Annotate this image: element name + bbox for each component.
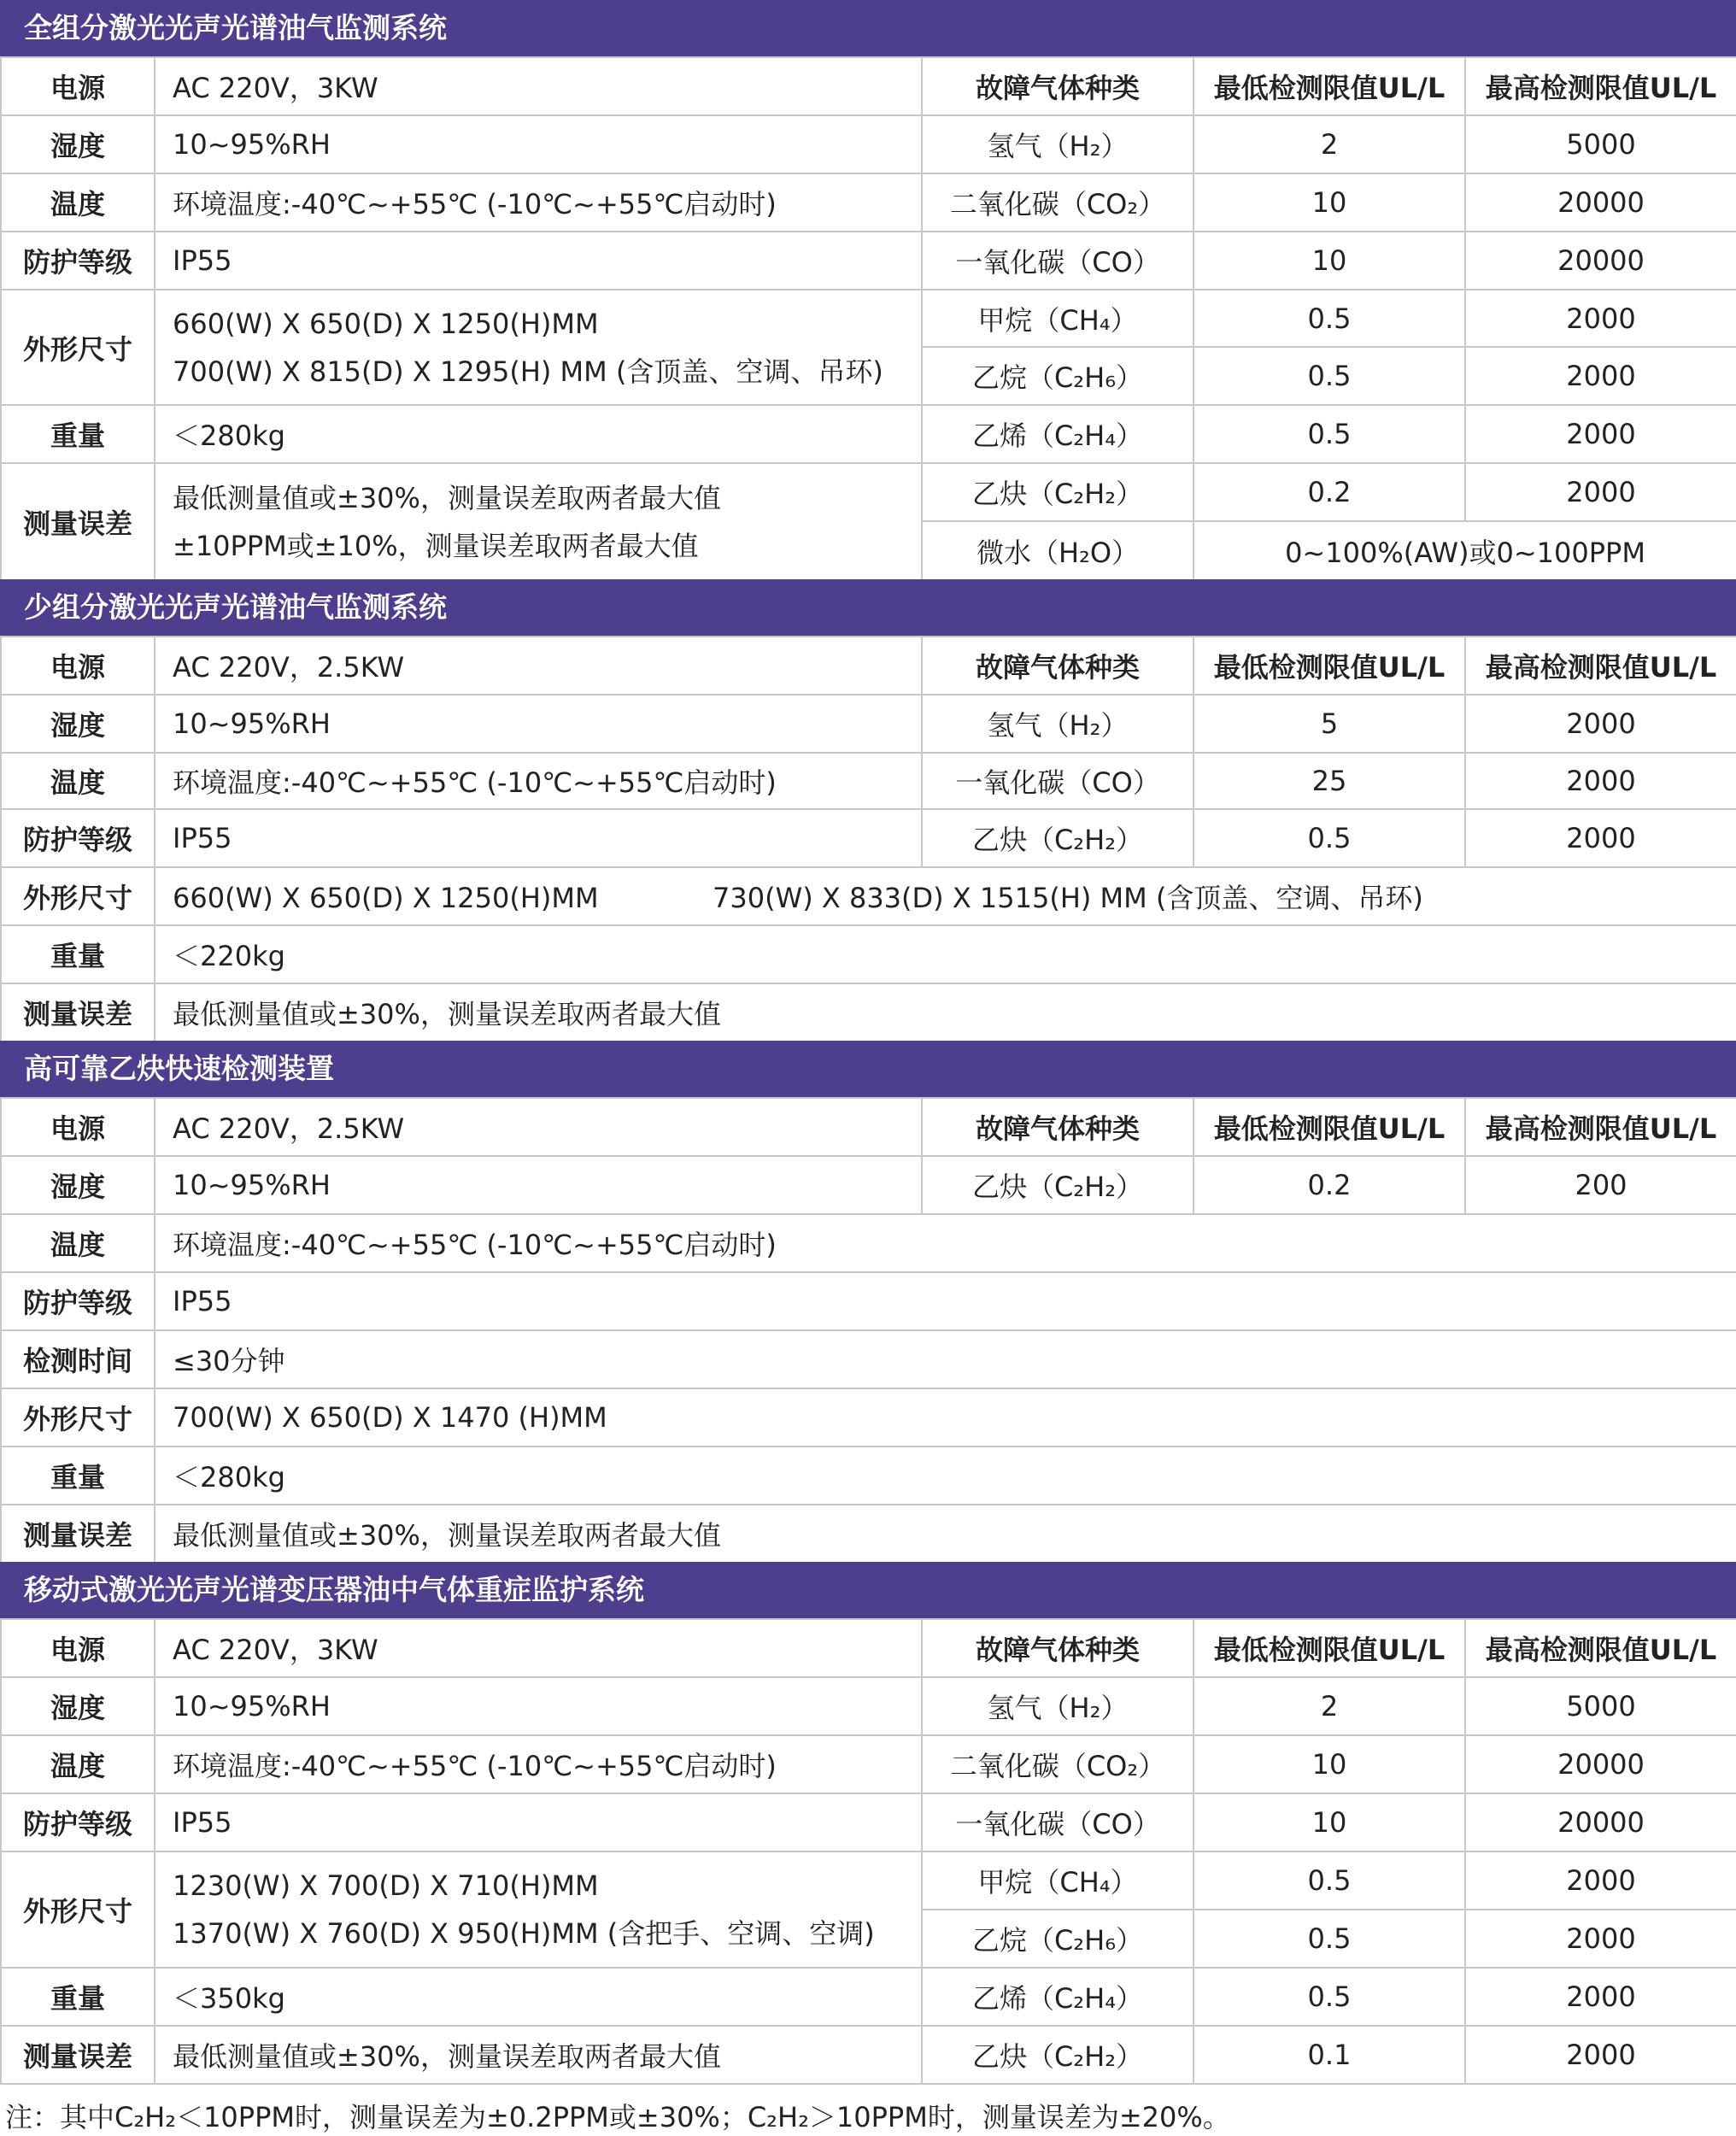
label-error: 测量误差 <box>1 983 155 1042</box>
water-range: 0~100%(AW)或0~100PPM <box>1194 521 1736 580</box>
gas-max: 5000 <box>1465 115 1736 173</box>
gas-min: 2 <box>1194 115 1465 173</box>
value-protection: IP55 <box>155 809 922 867</box>
value-temperature: 环境温度:-40℃~+55℃ (-10℃~+55℃启动时) <box>155 1214 1736 1272</box>
gas-name: 氢气（H₂） <box>922 695 1194 753</box>
gas-max: 2000 <box>1465 290 1736 347</box>
value-protection: IP55 <box>155 1272 1736 1330</box>
value-protection: IP55 <box>155 1793 922 1851</box>
label-temperature: 温度 <box>1 1735 155 1793</box>
value-dimensions <box>155 867 1736 925</box>
gas-name: 乙烷（C₂H₆） <box>922 1910 1194 1968</box>
gas-header-max: 最高检测限值UL/L <box>1465 1098 1736 1156</box>
label-protection: 防护等级 <box>1 1793 155 1851</box>
label-humidity: 湿度 <box>1 1677 155 1735</box>
value-dimensions <box>155 1851 922 1968</box>
gas-name: 乙炔（C₂H₂） <box>922 809 1194 867</box>
gas-header-type: 故障气体种类 <box>922 1098 1194 1156</box>
gas-max: 2000 <box>1465 1851 1736 1910</box>
value-weight: ＜280kg <box>155 405 922 463</box>
gas-header-type: 故障气体种类 <box>922 637 1194 695</box>
value-error <box>155 463 922 580</box>
gas-max: 20000 <box>1465 1793 1736 1851</box>
gas-max: 5000 <box>1465 1677 1736 1735</box>
label-temperature: 温度 <box>1 173 155 232</box>
gas-max: 20000 <box>1465 232 1736 290</box>
gas-min: 0.5 <box>1194 405 1465 463</box>
section-3-title: 高可靠乙炔快速检测装置 <box>0 1041 1736 1097</box>
value-dimensions: 700(W) X 650(D) X 1470 (H)MM <box>155 1388 1736 1446</box>
value-power: AC 220V，3KW <box>155 57 922 115</box>
label-humidity: 湿度 <box>1 1156 155 1214</box>
value-humidity: 10~95%RH <box>155 115 922 173</box>
label-power: 电源 <box>1 637 155 695</box>
gas-min: 5 <box>1194 695 1465 753</box>
gas-min: 0.5 <box>1194 1910 1465 1968</box>
gas-min: 0.2 <box>1194 463 1465 521</box>
label-protection: 防护等级 <box>1 809 155 867</box>
gas-max: 2000 <box>1465 1910 1736 1968</box>
value-humidity: 10~95%RH <box>155 1677 922 1735</box>
section-4-table <box>0 1618 1736 2085</box>
value-temperature: 环境温度:-40℃~+55℃ (-10℃~+55℃启动时) <box>155 753 922 809</box>
value-protection: IP55 <box>155 232 922 290</box>
section-1-title: 全组分激光光声光谱油气监测系统 <box>0 0 1736 56</box>
gas-name: 二氧化碳（CO₂） <box>922 1735 1194 1793</box>
gas-min: 10 <box>1194 173 1465 232</box>
label-dimensions: 外形尺寸 <box>1 867 155 925</box>
section-4-title: 移动式激光光声光谱变压器油中气体重症监护系统 <box>0 1562 1736 1618</box>
value-temperature: 环境温度:-40℃~+55℃ (-10℃~+55℃启动时) <box>155 1735 922 1793</box>
label-power: 电源 <box>1 1619 155 1677</box>
gas-header-type: 故障气体种类 <box>922 57 1194 115</box>
gas-name: 乙烷（C₂H₆） <box>922 347 1194 405</box>
label-weight: 重量 <box>1 1968 155 2026</box>
dimensions-line-2: 730(W) X 833(D) X 1515(H) MM (含顶盖、空调、吊环) <box>713 882 1423 914</box>
gas-name: 乙烯（C₂H₄） <box>922 1968 1194 2026</box>
gas-name: 甲烷（CH₄） <box>922 1851 1194 1910</box>
water-name: 微水（H₂O） <box>922 521 1194 580</box>
value-weight: ＜280kg <box>155 1446 1736 1505</box>
value-temperature: 环境温度:-40℃~+55℃ (-10℃~+55℃启动时) <box>155 173 922 232</box>
gas-min: 2 <box>1194 1677 1465 1735</box>
dimensions-line-1: 1230(W) X 700(D) X 710(H)MM <box>173 1869 599 1902</box>
value-error: 最低测量值或±30%，测量误差取两者最大值 <box>155 1505 1736 1563</box>
label-temperature: 温度 <box>1 1214 155 1272</box>
gas-name: 乙炔（C₂H₂） <box>922 1156 1194 1214</box>
gas-header-min: 最低检测限值UL/L <box>1194 1619 1465 1677</box>
gas-max: 2000 <box>1465 809 1736 867</box>
label-dimensions: 外形尺寸 <box>1 290 155 405</box>
value-weight: ＜350kg <box>155 1968 922 2026</box>
section-3-table <box>0 1097 1736 1564</box>
label-detect-time: 检测时间 <box>1 1330 155 1388</box>
label-error: 测量误差 <box>1 1505 155 1563</box>
gas-name: 乙炔（C₂H₂） <box>922 463 1194 521</box>
value-power: AC 220V，3KW <box>155 1619 922 1677</box>
value-error: 最低测量值或±30%，测量误差取两者最大值 <box>155 2026 922 2084</box>
gas-min: 25 <box>1194 753 1465 809</box>
value-detect-time: ≤30分钟 <box>155 1330 1736 1388</box>
label-temperature: 温度 <box>1 753 155 809</box>
gas-name: 一氧化碳（CO） <box>922 753 1194 809</box>
label-error: 测量误差 <box>1 463 155 580</box>
gas-max: 200 <box>1465 1156 1736 1214</box>
gas-max: 2000 <box>1465 405 1736 463</box>
label-dimensions: 外形尺寸 <box>1 1851 155 1968</box>
gas-min: 10 <box>1194 1793 1465 1851</box>
gas-header-min: 最低检测限值UL/L <box>1194 57 1465 115</box>
footnote: 注：其中C₂H₂＜10PPM时，测量误差为±0.2PPM或±30%；C₂H₂＞10PPM时，测量误差为±20%。 <box>5 2101 1230 2133</box>
label-power: 电源 <box>1 57 155 115</box>
value-weight: ＜220kg <box>155 925 1736 983</box>
gas-min: 10 <box>1194 232 1465 290</box>
gas-min: 0.5 <box>1194 347 1465 405</box>
dimensions-line-2: 1370(W) X 760(D) X 950(H)MM (含把手、空调、空调) <box>173 1917 875 1950</box>
value-humidity: 10~95%RH <box>155 695 922 753</box>
label-weight: 重量 <box>1 925 155 983</box>
value-dimensions <box>155 290 922 405</box>
gas-max: 20000 <box>1465 1735 1736 1793</box>
gas-name: 二氧化碳（CO₂） <box>922 173 1194 232</box>
gas-min: 0.5 <box>1194 1851 1465 1910</box>
section-2-table <box>0 636 1736 1042</box>
gas-header-type: 故障气体种类 <box>922 1619 1194 1677</box>
gas-name: 一氧化碳（CO） <box>922 232 1194 290</box>
value-error: 最低测量值或±30%，测量误差取两者最大值 <box>155 983 1736 1042</box>
gas-min: 0.2 <box>1194 1156 1465 1214</box>
section-1-table <box>0 56 1736 581</box>
gas-max: 2000 <box>1465 1968 1736 2026</box>
gas-min: 0.5 <box>1194 290 1465 347</box>
dimensions-line-2: 700(W) X 815(D) X 1295(H) MM (含顶盖、空调、吊环) <box>173 355 883 388</box>
gas-max: 2000 <box>1465 463 1736 521</box>
gas-header-max: 最高检测限值UL/L <box>1465 1619 1736 1677</box>
gas-min: 0.5 <box>1194 1968 1465 2026</box>
dimensions-line-1: 660(W) X 650(D) X 1250(H)MM <box>173 307 599 340</box>
label-dimensions: 外形尺寸 <box>1 1388 155 1446</box>
label-weight: 重量 <box>1 405 155 463</box>
gas-min: 0.5 <box>1194 809 1465 867</box>
gas-name: 氢气（H₂） <box>922 1677 1194 1735</box>
gas-max: 2000 <box>1465 753 1736 809</box>
value-humidity: 10~95%RH <box>155 1156 922 1214</box>
gas-max: 2000 <box>1465 2026 1736 2084</box>
label-protection: 防护等级 <box>1 1272 155 1330</box>
gas-name: 一氧化碳（CO） <box>922 1793 1194 1851</box>
value-power: AC 220V，2.5KW <box>155 637 922 695</box>
label-weight: 重量 <box>1 1446 155 1505</box>
gas-name: 甲烷（CH₄） <box>922 290 1194 347</box>
dimensions-line-1: 660(W) X 650(D) X 1250(H)MM <box>173 882 599 914</box>
gas-header-min: 最低检测限值UL/L <box>1194 1098 1465 1156</box>
section-2-title: 少组分激光光声光谱油气监测系统 <box>0 579 1736 636</box>
label-humidity: 湿度 <box>1 695 155 753</box>
error-line-1: 最低测量值或±30%，测量误差取两者最大值 <box>173 481 721 514</box>
label-humidity: 湿度 <box>1 115 155 173</box>
gas-name: 乙烯（C₂H₄） <box>922 405 1194 463</box>
gas-name: 氢气（H₂） <box>922 115 1194 173</box>
label-error: 测量误差 <box>1 2026 155 2084</box>
gas-header-max: 最高检测限值UL/L <box>1465 637 1736 695</box>
label-protection: 防护等级 <box>1 232 155 290</box>
gas-header-max: 最高检测限值UL/L <box>1465 57 1736 115</box>
gas-min: 10 <box>1194 1735 1465 1793</box>
gas-name: 乙炔（C₂H₂） <box>922 2026 1194 2084</box>
label-power: 电源 <box>1 1098 155 1156</box>
gas-max: 20000 <box>1465 173 1736 232</box>
gas-max: 2000 <box>1465 695 1736 753</box>
gas-header-min: 最低检测限值UL/L <box>1194 637 1465 695</box>
gas-min: 0.1 <box>1194 2026 1465 2084</box>
error-line-2: ±10PPM或±10%，测量误差取两者最大值 <box>173 529 699 562</box>
gas-max: 2000 <box>1465 347 1736 405</box>
value-power: AC 220V，2.5KW <box>155 1098 922 1156</box>
